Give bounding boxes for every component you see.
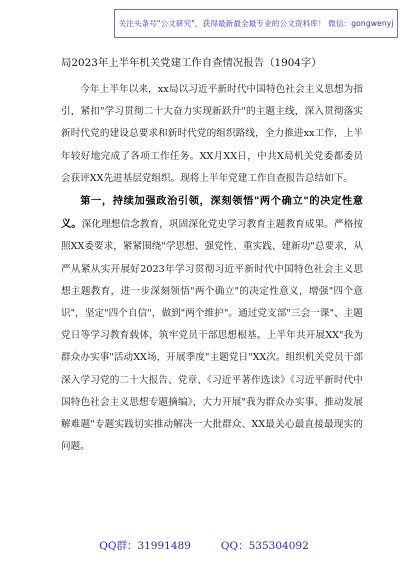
intro-paragraph: 今年上半年以来，xx局以习近平新时代中国特色社会主义思想为指引，紧扣"学习贯彻二十大奋力实现新跃升"的主题主线，深入贯彻落实新时代党的建设总要求和新时代党的组织路线，全力推进xx工作，上半年较好地完成了各项工作任务。XX月XX日，中共X局机关党委都委员会获评XX先进基层党组织。现将上半年党建工作自查报告总结如下。 [61, 84, 363, 184]
qq-contact-text: QQ：535304092 [220, 540, 309, 552]
document-body [61, 55, 363, 458]
promo-banner-text: 关注头条号"公文研究"，获得最新最全最专业的公文资料库！ 微信：gongwenyj [118, 19, 394, 28]
section-one-paragraph [61, 190, 363, 458]
promo-banner [114, 9, 398, 38]
document-title: 局2023年上半年机关党建工作自查情况报告（1904字） [61, 57, 322, 69]
section-one-heading: 第一，持续加强政治引领，深刻领悟"两个确立"的决定性意义。 [61, 195, 363, 231]
qq-group-text: QQ群：31991489 [99, 540, 191, 552]
section-one-body: 深化理想信念教育，巩固深化党史学习教育主题教育成果。严格按照XX委要求，紧紧围绕"学思想、强党性、重实践、建新功"总要求，从严从紧从实开展好2023年学习贯彻习近平新时代中国特色社会主义思想主题教育，进一步深刻领悟"两个确立"的决定性意义，增强"四个意识"，坚定"四个自信"，做到"两个维护"。通过党支部"三会一课"、主题党日等学习教育载体，筑牢党员干部思想根基。上半年共开展XX"我为群众办实事"活动XX场，开展季度"主题党日"XX次。组织机关党员干部深入学习党的二十大报告、党章、《习近平著作选读》《习近平新时代中国特色社会主义思想专题摘编》，大力开展"我为群众办实事、推动发展解难题"专题实践切实推动解决一大批群众、XX最关心最直接最现实的问题。 [61, 219, 364, 453]
contact-footer [0, 538, 408, 553]
